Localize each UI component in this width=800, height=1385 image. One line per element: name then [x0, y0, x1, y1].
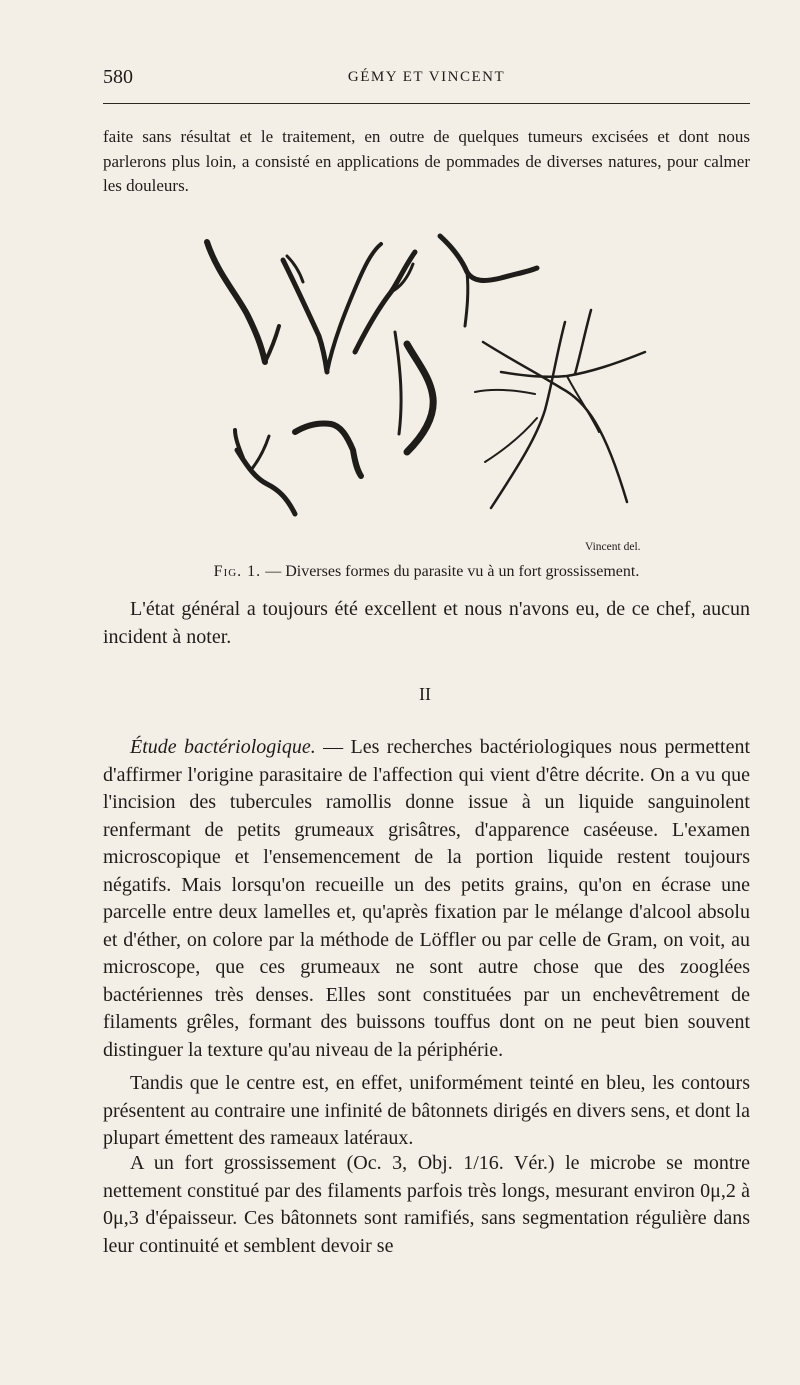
figure-label: Fig. 1. [213, 563, 262, 580]
bacteriology-text: — Les recherches bactériologiques nous permettent d'affirmer l'origine parasitaire de l'affection qui vient d'être décrite. On a vu que l'incision des tubercules ramollis donne issue à un liquide sanguinolent renfermant de petits grumeaux grisâtres, d'apparence caséeuse. L'examen microscopique et l'ensemencement de la portion liquide restent toujours négatifs. Mais lorsqu'on recueille un des petits grains, qu'on en écrase une parcelle entre deux lamelles et, qu'après fixation par le mélange d'alcool absolu et d'éther, on colore par la méthode de Löffler ou par celle de Gram, on voit, au microscope, que ces grumeaux ne sont autre chose que des zooglées bactériennes très denses. Elles sont constituées par un enchevêtrement de filaments grêles, formant des buissons touffus dont on ne peut bien souvent distinguer la texture qu'au niveau de la périphérie. [103, 736, 750, 1061]
filament-shape [265, 326, 279, 362]
filament-shape [465, 272, 468, 326]
figure-credit: Vincent del. [585, 541, 641, 553]
intro-paragraph: faite sans résultat et le traitement, en outre de quelques tumeurs excisées et dont nous parlerons plus loin, a consisté en applications de pommades de diverses natures, pour calmer les douleurs. [103, 127, 750, 195]
filament-shape [475, 390, 535, 394]
running-head: GÉMY ET VINCENT [347, 69, 506, 85]
filament-shape [567, 376, 599, 432]
coloration-paragraph: Tandis que le centre est, en effet, uniformément teinté en bleu, les contours présentent au contraire une infinité de bâtonnets dirigés en divers sens, et dont la plupart émettent des rameaux latéraux. [103, 1072, 750, 1149]
filament-shape [283, 260, 327, 372]
section-run-in-title: Étude bactériologique. [130, 736, 316, 758]
filament-shape [491, 322, 565, 508]
filament-shape [295, 423, 361, 476]
parasite-illustration [195, 222, 665, 522]
page-number: 580 [103, 66, 133, 88]
filament-shape [485, 418, 537, 462]
filament-shape [237, 450, 295, 514]
magnification-paragraph: A un fort grossissement (Oc. 3, Obj. 1/16. Vér.) le microbe se montre nettement constitué par des filaments parfois très longs, mesurant environ 0μ,2 à 0μ,3 d'épaisseur. Ces bâtonnets sont ramifiés, sans segmentation régulière dans leur continuité et semblent devoir se [103, 1152, 750, 1257]
filament-shape [440, 236, 537, 280]
filament-shape [251, 436, 269, 470]
filament-shape [575, 310, 591, 374]
header-rule [103, 103, 750, 104]
bacteriology-paragraph [103, 734, 750, 1064]
filament-shape [207, 242, 265, 362]
section-number: II [419, 684, 431, 704]
figure-caption [103, 563, 750, 581]
filament-shape [407, 344, 433, 452]
filament-shape [395, 332, 401, 434]
figure-caption-text: — Diverses formes du parasite vu à un fort grossissement. [261, 563, 640, 580]
general-state-paragraph: L'état général a toujours été excellent et nous n'avons eu, de ce chef, aucun incident à noter. [103, 598, 750, 648]
page-header [103, 66, 750, 92]
